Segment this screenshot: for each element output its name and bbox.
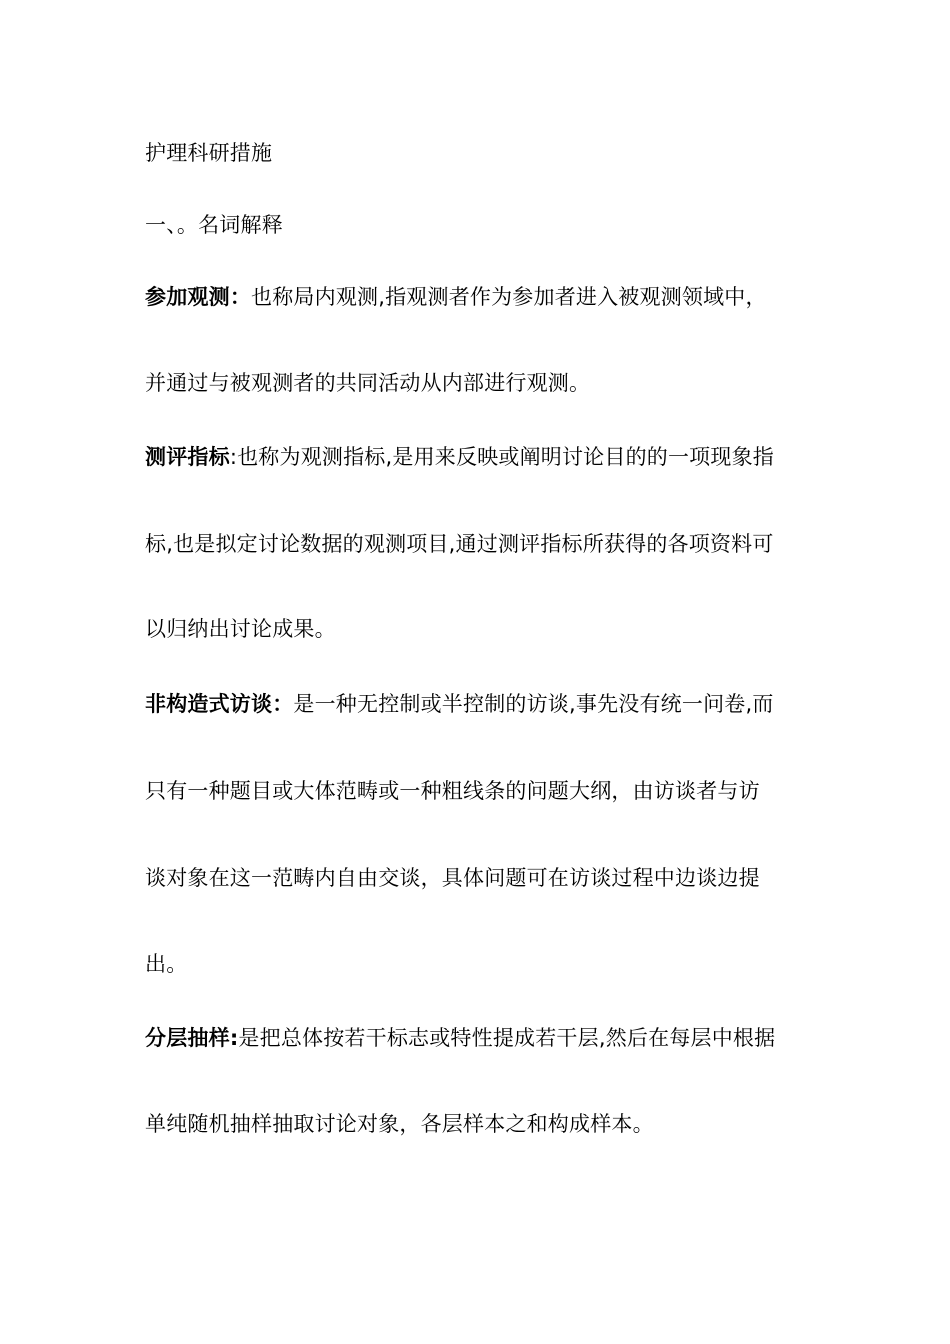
definition-term: 测评指标 xyxy=(145,445,230,469)
definition-text: 是一种无控制或半控制的访谈,事先没有统一问卷,而 xyxy=(293,692,774,716)
definition-text: 也称为观测指标,是用来反映或阐明讨论目的的一项现象指 xyxy=(237,445,774,469)
definition-unstructured-interview xyxy=(145,689,825,719)
definition-text: 只有一种题目或大体范畴或一种粗线条的问题大纲，由访谈者与访 xyxy=(145,779,760,803)
definition-text: 也称局内观测,指观测者作为参加者进入被观测领域中， xyxy=(251,285,767,309)
definition-term: 非构造式访谈 xyxy=(145,692,273,716)
section-heading: 一、。名词解释 xyxy=(145,213,283,237)
definition-separator: : xyxy=(229,1026,239,1050)
definition-separator: ： xyxy=(229,285,252,309)
definition-text: 并通过与被观测者的共同活动从内部进行观测。 xyxy=(145,371,591,395)
definition-participant-observation xyxy=(145,282,825,312)
definition-term: 参加观测 xyxy=(145,285,230,309)
definition-separator: : xyxy=(229,445,238,469)
definition-text: 单纯随机抽样抽取讨论对象，各层样本之和构成样本。 xyxy=(145,1112,654,1136)
definition-text: 以归纳出讨论成果。 xyxy=(145,617,336,641)
definition-text: 谈对象在这一范畴内自由交谈，具体问题可在访谈过程中边谈边提 xyxy=(145,866,760,890)
definition-text: 是把总体按若干标志或特性提成若干层,然后在每层中根据 xyxy=(238,1026,776,1050)
definition-text: 出。 xyxy=(145,952,188,976)
definition-evaluation-index xyxy=(145,442,825,472)
definition-text: 标,也是拟定讨论数据的观测项目,通过测评指标所获得的各项资料可 xyxy=(145,532,774,556)
definition-separator: ： xyxy=(272,692,294,716)
definition-stratified-sampling xyxy=(145,1023,825,1053)
document-title: 护理科研措施 xyxy=(145,141,273,165)
definition-term: 分层抽样 xyxy=(145,1026,230,1050)
